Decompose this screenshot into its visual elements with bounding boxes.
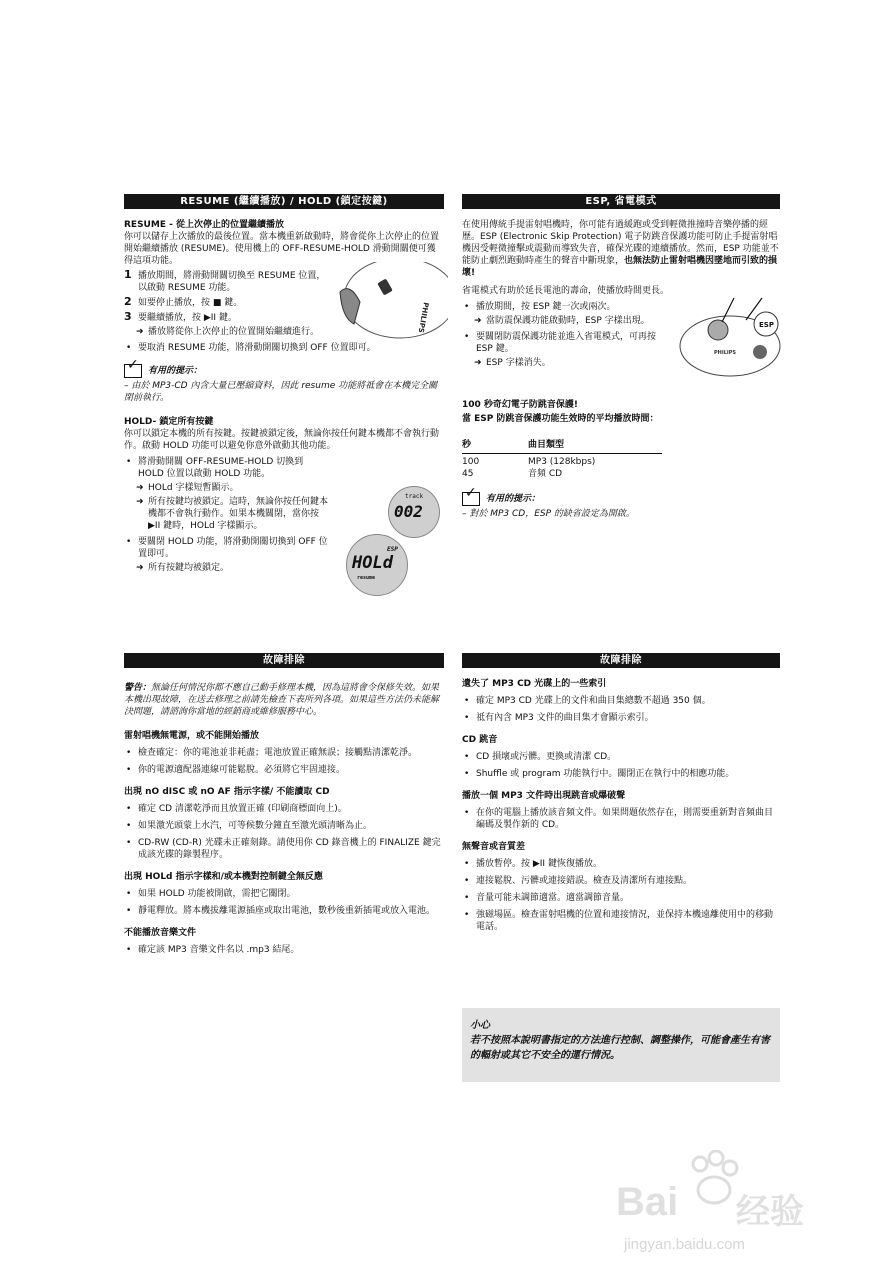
section-heading: 出現 nO dISC 或 nO AF 指示字樣/ 不能讀取 CD xyxy=(124,787,330,797)
list-item: • Shuffle 或 program 功能執行中。關閉正在執行中的相應功能。 xyxy=(462,768,780,780)
paw-icon xyxy=(682,1150,742,1210)
list-item: • 如果激光頭蒙上水汽，可等候數分鐘直至激光頭清晰為止。 xyxy=(124,820,444,832)
esp-tip-title: ✓ 有用的提示： xyxy=(462,492,780,506)
caution-box xyxy=(462,1008,780,1082)
watermark-url: jingyan.baidu.com xyxy=(624,1236,745,1253)
esp-bar: ESP, 省電模式 xyxy=(462,194,780,209)
power-save-text: 省電模式有助於延長電池的壽命，使播放時間更長。 xyxy=(462,286,670,296)
esp-bullet-2: • 要關閉防震保護功能並進入省電模式，可再按 ESP 鍵。 xyxy=(462,331,672,355)
list-item: • 檢查確定：你的電池並非耗盡；電池放置正確無誤；接觸點清潔乾淨。 xyxy=(124,747,444,759)
baidu-watermark xyxy=(596,1150,836,1260)
watermark-brand-2: 经验 xyxy=(736,1192,804,1232)
lcd-hold-display xyxy=(346,534,408,596)
esp-bullet-1: • 播放期間，按 ESP 鍵一次或兩次。 xyxy=(462,301,672,313)
esp-table-header: 秒 曲目類型 xyxy=(462,439,662,454)
svg-text:PHILIPS: PHILIPS xyxy=(416,301,430,334)
list-item: • CD-RW (CD-R) 光碟未正確刻錄。請使用你 CD 錄音機上的 FINALIZE 鍵完成該光碟的錄製程序。 xyxy=(124,837,444,861)
list-item: • 強磁場區。檢查雷射唱機的位置和連接情況，並保持本機遠離使用中的移動電話。 xyxy=(462,909,780,933)
esp-bullet-1-result: ➜ 當防震保護功能啟動時，ESP 字樣出現。 xyxy=(472,315,672,327)
lcd-track-label: track xyxy=(405,493,424,500)
list-item: • 在你的電腦上播放該音頻文件。如果問題依然存在，則需要重新對音頻曲目編碼及製作新的 CD。 xyxy=(462,807,780,831)
resume-step-3-result: ➜ 播放將從你上次停止的位置開始繼續進行。 xyxy=(134,326,329,338)
section-heading: 遺失了 MP3 CD 光碟上的一些索引 xyxy=(462,679,607,689)
troubleshooting-left xyxy=(124,653,444,956)
esp-bullet-2-result: ➜ ESP 字樣消失。 xyxy=(472,357,672,369)
list-item: • 你的電源適配器連線可能鬆脫。必須將它牢固連接。 xyxy=(124,764,444,776)
resume-heading: RESUME - 從上次停止的位置繼續播放 xyxy=(124,220,284,230)
section-heading: 播放一個 MP3 文件時出現跳音或爆破聲 xyxy=(462,791,626,801)
hold-bullet-2-result: ➜ 所有按鍵均被鎖定。 xyxy=(134,562,329,574)
list-item: • CD 損壞或污髒。更換或清潔 CD。 xyxy=(462,751,780,763)
resume-step-2: 2 如要停止播放，按 ■ 鍵。 xyxy=(124,295,243,308)
lcd-esp-label: ESP xyxy=(387,546,398,553)
checkmark-icon xyxy=(124,364,142,378)
tip-text: – 由於 MP3-CD 內含大量已壓縮資料，因此 resume 功能將祗會在本機完全關閉前執行。 xyxy=(124,381,438,403)
cd-player-illustration xyxy=(330,262,448,342)
list-item: • 音量可能未調節適當。適當調節音量。 xyxy=(462,892,780,904)
hold-heading: HOLD- 鎖定所有按鍵 xyxy=(124,417,214,427)
hold-intro: 你可以鎖定本機的所有按鍵。按鍵被鎖定後，無論你按任何鍵本機都不會執行動作。啟動 HOLD 功能可以避免你意外啟動其他功能。 xyxy=(124,429,440,451)
list-item: • 確定該 MP3 音樂文件名以 .mp3 結尾。 xyxy=(124,944,444,956)
hold-bullet-2: • 要關閉 HOLD 功能，將滑動開關切換到 OFF 位置即可。 xyxy=(124,536,329,560)
lcd-resume-label: resume xyxy=(357,575,376,581)
esp-table xyxy=(462,439,662,480)
right-troubleshooting-sections xyxy=(462,678,780,933)
lcd-hold-value: HOLd xyxy=(352,553,393,573)
resume-cancel: • 要取消 RESUME 功能，將滑動開關切換到 OFF 位置即可。 xyxy=(124,342,444,354)
list-item: • 靜電釋放。將本機拔離電源插座或取出電池，數秒後重新插電或放入電池。 xyxy=(124,905,444,917)
section-heading: 雷射唱機無電源，或不能開始播放 xyxy=(124,731,260,741)
esp-tip-text: – 對於 MP3 CD，ESP 的缺省設定為開啟。 xyxy=(462,509,635,519)
troubleshooting-right xyxy=(462,653,780,933)
hold-bullet-1: • 將滑動開關 OFF-RESUME-HOLD 切換到 HOLD 位置以啟動 HOLD 功能。 xyxy=(124,456,329,480)
warning-text: 警告：無論任何情況你都不應自己動手修理本機，因為這將會令保修失效。如果本機出現故障，在送去修理之前請先檢查下表所列各項。如果這些方法仍未能解決問題，請諮詢你當地的經銷商或維修服務中心。 xyxy=(124,683,440,717)
watermark-brand: Bai xyxy=(616,1180,679,1224)
hold-bullet-1-result-1: ➜ HOLd 字樣短暫顯示。 xyxy=(134,482,329,494)
esp-100-heading: 100 秒奇幻電子防跳音保護! xyxy=(462,400,579,410)
hold-bullet-1-result-2: ➜ 所有按鍵均被鎖定。這時，無論你按任何鍵本機都不會執行動作。如果本機關閉，當你按 ▶II 鍵時，HOLd 字樣顯示。 xyxy=(134,496,329,532)
list-item: • 確定 MP3 CD 光碟上的文件和曲目集總數不超過 350 個。 xyxy=(462,695,780,707)
troubleshooting-bar-right: 故障排除 xyxy=(462,653,780,668)
list-item: • 祗有內含 MP3 文件的曲目集才會顯示索引。 xyxy=(462,712,780,724)
resume-step-3: 3 要繼續播放，按 ▶II 鍵。 xyxy=(124,310,237,323)
list-item: • 播放暫停。按 ▶II 鍵恢復播放。 xyxy=(462,858,780,870)
esp-intro: 在使用傳統手提雷射唱機時，你可能有過緩跑或受到輕微推撞時音樂停播的經歷。ESP (Electronic Skip Protection) 電子防跳音保護功能可防止手提雷射唱機因受輕微撞擊或震動而導致失音，確保光碟的連續播放。然而，ESP 功能並不能防止劇烈跑動時產生的聲音中斷現象，也無法防止雷射唱機因墜地而引致的損壞! xyxy=(462,220,779,278)
list-item: • 如果 HOLD 功能被開啟，需把它關閉。 xyxy=(124,888,444,900)
esp-player-illustration xyxy=(674,296,784,382)
svg-text:PHILIPS: PHILIPS xyxy=(714,350,737,356)
caution-title: 小心 xyxy=(470,1020,490,1031)
troubleshooting-bar-left: 故障排除 xyxy=(124,653,444,668)
resume-step-1: 1 播放期間，將滑動開關切換至 RESUME 位置，以啟動 RESUME 功能。 xyxy=(124,268,326,293)
section-heading: 無聲音或音質差 xyxy=(462,842,526,852)
lcd-track-value: 002 xyxy=(394,502,423,521)
caution-text: 若不按照本說明書指定的方法進行控制、調整操作，可能會產生有害的輻射或其它不安全的運行情況。 xyxy=(470,1035,770,1061)
resume-hold-bar: RESUME (繼續播放) / HOLD (鎖定按鍵) xyxy=(124,194,444,209)
left-troubleshooting-sections xyxy=(124,730,444,956)
lcd-track-display xyxy=(388,486,440,538)
tip-title: ✓ 有用的提示： xyxy=(124,364,444,378)
svg-text:ESP: ESP xyxy=(759,321,774,329)
section-heading: 出現 HOLd 指示字樣和/或本機對控制鍵全無反應 xyxy=(124,872,323,882)
resume-intro: 你可以儲存上次播放的最後位置。當本機重新啟動時，將會從你上次停止的位置開始繼續播放 (RESUME)。使用機上的 OFF-RESUME-HOLD 滑動開關便可獲得這項功能。 xyxy=(124,232,440,266)
list-item: • 確定 CD 清潔乾淨而且放置正確 (印刷商標面向上)。 xyxy=(124,803,444,815)
table-row: 45 音頻 CD xyxy=(462,469,563,479)
esp-avg-heading: 當 ESP 防跳音保護功能生效時的平均播放時間： xyxy=(462,414,659,424)
section-heading: CD 跳音 xyxy=(462,735,498,745)
table-row: 100 MP3 (128kbps) xyxy=(462,457,596,467)
section-heading: 不能播放音樂文件 xyxy=(124,928,197,938)
checkmark-icon xyxy=(462,492,480,506)
list-item: • 連接鬆脫、污髒或連接錯誤。檢查及清潔所有連接點。 xyxy=(462,875,780,887)
